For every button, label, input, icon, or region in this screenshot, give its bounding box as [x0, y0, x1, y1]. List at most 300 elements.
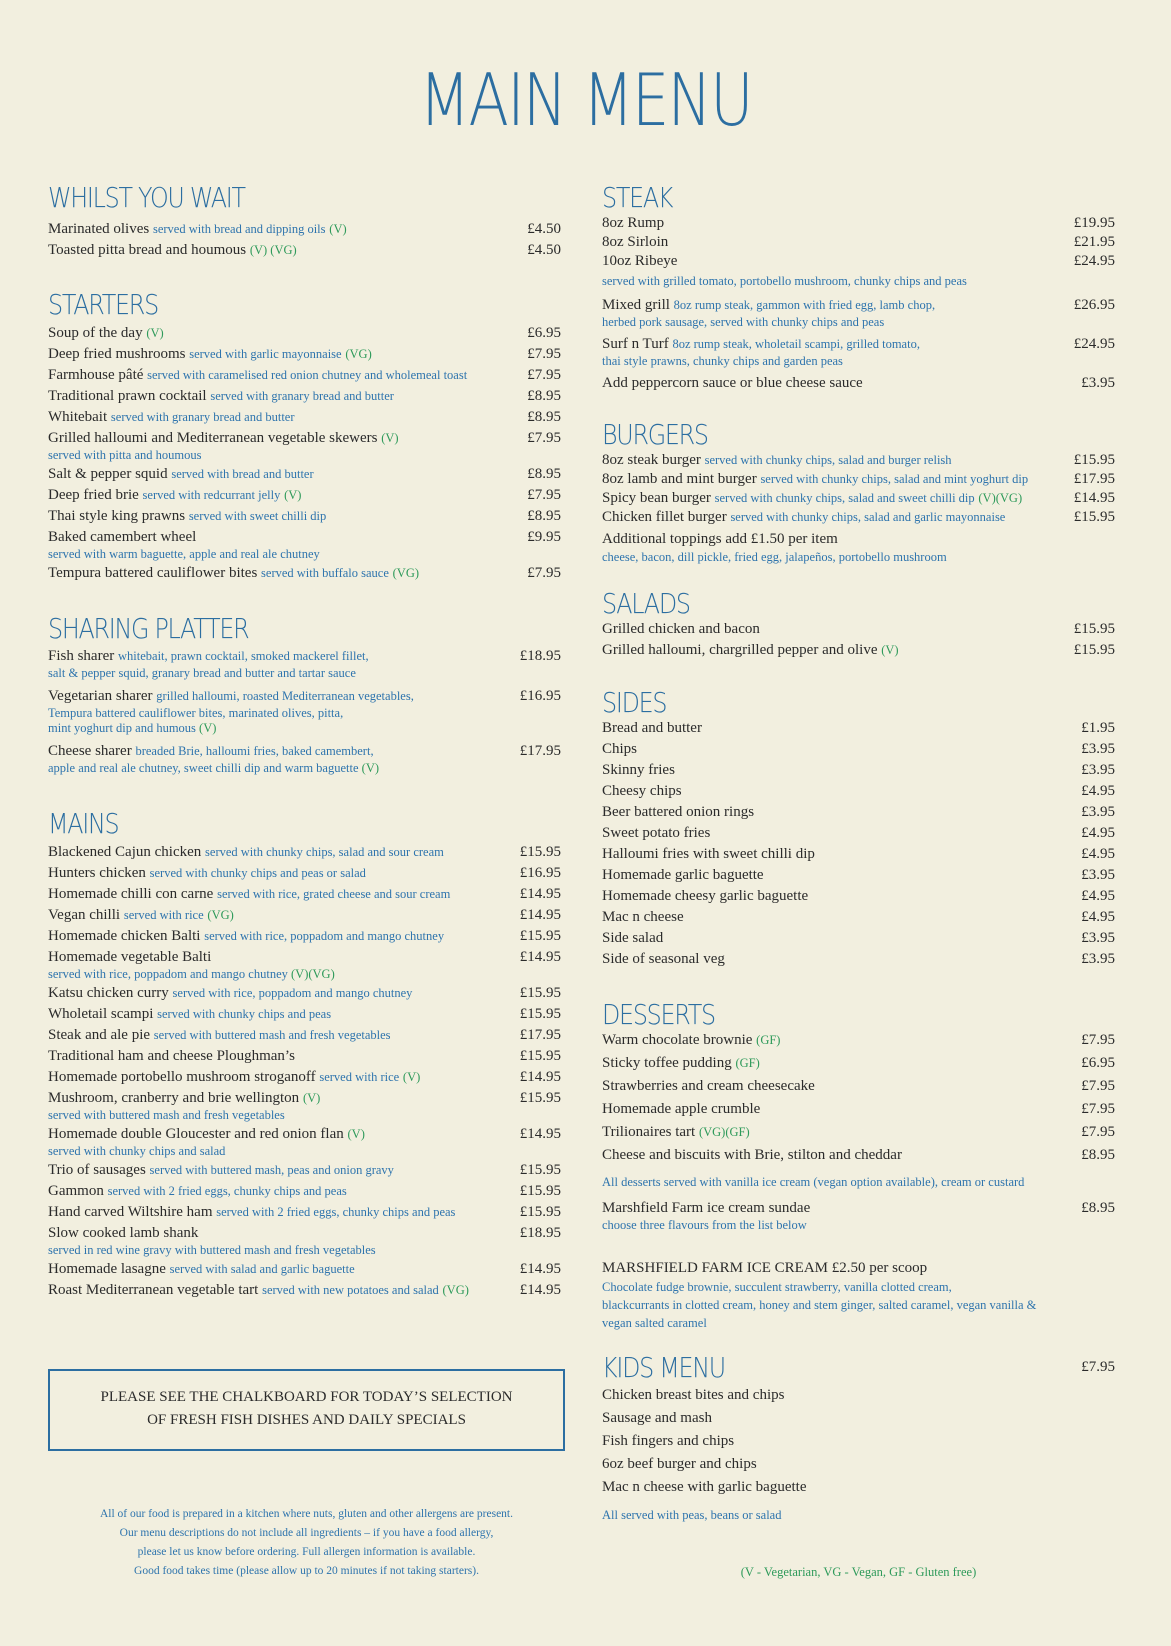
menu-item [48, 324, 561, 343]
allergen-line-2: Our menu descriptions do not include all ingredients – if you have a food allergy, [119, 1527, 494, 1539]
item-price: £7.95 [527, 430, 561, 446]
burger-toppings-list: cheese, bacon, dill pickle, fried egg, jalapeños, portobello mushroom [602, 550, 947, 564]
item-name: Grilled halloumi, chargrilled pepper and olive [602, 642, 878, 658]
item-price: £14.95 [519, 907, 561, 923]
item-name: Roast Mediterranean vegetable tart [48, 1282, 259, 1298]
item-name: Mushroom, cranberry and brie wellington [48, 1090, 300, 1106]
diet-badge: (V) [402, 1070, 421, 1084]
item-name: Salt & pepper squid [48, 466, 168, 482]
icecream-title: MARSHFIELD FARM ICE CREAM £2.50 per scoop [602, 1260, 928, 1276]
item-name: Skinny fries [602, 762, 675, 778]
section-title-desserts: DESSERTS [602, 998, 715, 1031]
chalkboard-notice [48, 1369, 565, 1451]
item-price: £14.95 [519, 1126, 561, 1142]
section-title-kids: KIDS MENU [602, 1351, 725, 1384]
item-price: £6.95 [1081, 1055, 1115, 1071]
item-price: £17.95 [1073, 471, 1115, 487]
item-price: £24.95 [1073, 336, 1115, 352]
kids-item: Mac n cheese with garlic baguette [602, 1479, 807, 1495]
section-title-starters: STARTERS [48, 288, 158, 321]
diet-badge: (VG) [207, 908, 234, 922]
item-description: served with chunky chips and peas or salad [149, 866, 366, 880]
menu-item [48, 429, 561, 463]
diet-badge: (VG) [345, 347, 372, 361]
menu-item [48, 1125, 561, 1159]
item-price: £15.95 [519, 1183, 561, 1199]
menu-item [48, 906, 561, 925]
menu-item [602, 1077, 1115, 1096]
item-name: Cheese sharer [48, 743, 132, 759]
item-name: Toasted pitta bread and houmous [48, 242, 247, 258]
item-name: Thai style king prawns [48, 508, 186, 524]
item-name: Fish sharer [48, 648, 115, 664]
item-description: served with rice, poppadom and mango chutney [172, 986, 413, 1000]
item-name: Bread and butter [602, 720, 702, 736]
item-price: £7.95 [527, 367, 561, 383]
item-name: Traditional prawn cocktail [48, 388, 207, 404]
item-name: Deep fried mushrooms [48, 346, 186, 362]
steak-cuts-note: served with grilled tomato, portobello mushroom, chunky chips and peas [602, 274, 967, 288]
item-name: 8oz Sirloin [602, 234, 669, 250]
item-price: £3.95 [1081, 375, 1115, 391]
menu-item [602, 1100, 1115, 1119]
diet-badge: (V)(VG) [291, 967, 335, 981]
item-description: served with rice [123, 908, 204, 922]
menu-item [602, 929, 1115, 948]
menu-item [48, 1161, 561, 1180]
sides-list [602, 719, 1115, 969]
item-sub-text: served with warm baguette, apple and real ale chutney [48, 547, 320, 561]
item-price: £15.95 [519, 1048, 561, 1064]
right-column [602, 182, 1115, 1523]
item-sub-text: served with rice, poppadom and mango chutney [48, 967, 288, 981]
item-description: served with chunky chips, salad and garlic mayonnaise [730, 510, 1006, 524]
section-title-mains: MAINS [48, 807, 119, 840]
menu-item [48, 1281, 561, 1300]
item-price: £15.95 [1073, 509, 1115, 525]
menu-item [48, 465, 561, 484]
item-subdescription [48, 761, 505, 776]
section-title-whilst: WHILST YOU WAIT [48, 181, 245, 214]
item-name: Beer battered onion rings [602, 804, 755, 820]
item-price: £3.95 [1081, 804, 1115, 820]
icecream-line-3: vegan salted caramel [602, 1316, 707, 1330]
item-price: £8.95 [527, 388, 561, 404]
item-price: £7.95 [527, 565, 561, 581]
item-price: £21.95 [1073, 234, 1115, 250]
item-name: Homemade chilli con carne [48, 886, 214, 902]
diet-badge: (VG)(GF) [698, 1125, 750, 1139]
item-price: £4.50 [527, 242, 561, 258]
menu-item [48, 1089, 561, 1123]
steak-list [602, 296, 1115, 393]
menu-item [48, 241, 561, 260]
item-description: served with buttered mash and fresh vegetables [153, 1028, 391, 1042]
item-name: Hunters chicken [48, 865, 146, 881]
item-sub-text: herbed pork sausage, served with chunky chips and peas [602, 315, 885, 329]
sundae-price: £8.95 [1081, 1200, 1115, 1216]
menu-item [48, 1182, 561, 1201]
item-description: served with rice, grated cheese and sour cream [217, 887, 451, 901]
starters-list [48, 324, 561, 583]
item-price: £24.95 [1073, 253, 1115, 269]
item-price: £7.95 [1081, 1032, 1115, 1048]
item-subdescription [48, 1243, 505, 1258]
item-price: £16.95 [519, 688, 561, 704]
item-name: 8oz Rump [602, 215, 665, 231]
item-price: £4.95 [1081, 846, 1115, 862]
sundae-sub: choose three flavours from the list below [602, 1218, 807, 1232]
sundae-name: Marshfield Farm ice cream sundae [602, 1200, 811, 1216]
kids-item: Sausage and mash [602, 1410, 712, 1426]
item-name: Cheesy chips [602, 783, 682, 799]
menu-item [48, 345, 561, 364]
item-description: served with bread and butter [171, 467, 314, 481]
menu-item [602, 214, 1115, 233]
item-sub-text: thai style prawns, chunky chips and garden peas [602, 354, 843, 368]
icecream-line-1: Chocolate fudge brownie, succulent strawberry, vanilla clotted cream, [602, 1280, 952, 1294]
item-description: served with chunky chips and peas [157, 1007, 332, 1021]
desserts-note: All desserts served with vanilla ice cream (vegan option available), cream or custard [602, 1175, 1025, 1189]
item-price: £4.95 [1081, 783, 1115, 799]
menu-item [602, 719, 1115, 738]
item-subdescription [48, 666, 505, 681]
item-description: 8oz rump steak, gammon with fried egg, lamb chop, [673, 298, 936, 312]
menu-item [602, 470, 1115, 489]
item-price: £14.95 [519, 886, 561, 902]
diet-badge: (V) [302, 1091, 321, 1105]
item-name: Strawberries and cream cheesecake [602, 1078, 815, 1094]
section-title-steak: STEAK [602, 181, 673, 214]
kids-item: Fish fingers and chips [602, 1433, 735, 1449]
item-price: £7.95 [527, 346, 561, 362]
menu-item [48, 687, 561, 736]
item-sub-text: salt & pepper squid, granary bread and butter and tartar sauce [48, 666, 356, 680]
item-description: served with sweet chilli dip [188, 509, 327, 523]
diet-badge: (V) [881, 643, 899, 657]
sharing-list [48, 647, 561, 776]
menu-item [48, 864, 561, 883]
menu-item [48, 507, 561, 526]
menu-item [48, 366, 561, 385]
item-price: £4.95 [1081, 825, 1115, 841]
item-price: £6.95 [527, 325, 561, 341]
item-description: whitebait, prawn cocktail, smoked mackerel fillet, [118, 649, 369, 663]
item-name: Trilionaires tart [602, 1124, 696, 1140]
item-subdescription [48, 1144, 505, 1159]
item-price: £15.95 [1073, 642, 1115, 658]
item-name: Chips [602, 741, 638, 757]
diet-badge: (V) [361, 761, 380, 775]
item-name: Gammon [48, 1183, 104, 1199]
menu-item [48, 742, 561, 776]
item-name: Homemade double Gloucester and red onion flan [48, 1126, 344, 1142]
item-name: Grilled chicken and bacon [602, 621, 760, 637]
diet-badge: (V) [146, 326, 164, 340]
menu-item [48, 1068, 561, 1087]
item-description: served with redcurrant jelly [142, 488, 281, 502]
chalkboard-line-1: PLEASE SEE THE CHALKBOARD FOR TODAY’S SELECTION [100, 1389, 513, 1405]
item-sub-text: mint yoghurt dip and humous [48, 721, 196, 735]
item-name: Warm chocolate brownie [602, 1032, 753, 1048]
item-description: 8oz rump steak, wholetail scampi, grilled tomato, [672, 337, 920, 351]
item-name: Surf n Turf [602, 336, 669, 352]
item-price: £7.95 [1081, 1101, 1115, 1117]
item-name: Side salad [602, 930, 664, 946]
item-name: Homemade garlic baguette [602, 867, 764, 883]
allergen-notice [48, 1505, 565, 1581]
kids-item: Chicken breast bites and chips [602, 1387, 785, 1403]
menu-item [48, 927, 561, 946]
diet-badge: (VG) [392, 566, 420, 580]
item-name: Vegan chilli [48, 907, 121, 923]
item-description: served with 2 fried eggs, chunky chips and peas [107, 1184, 347, 1198]
menu-item [602, 233, 1115, 252]
item-subdescription [48, 448, 505, 463]
mains-list [48, 843, 561, 1300]
menu-item [48, 843, 561, 862]
menu-item [602, 866, 1115, 885]
menu-item [602, 1054, 1115, 1073]
item-price: £17.95 [519, 743, 561, 759]
item-name: Add peppercorn sauce or blue cheese sauce [602, 375, 863, 391]
menu-item [48, 528, 561, 562]
item-name: Homemade lasagne [48, 1261, 166, 1277]
desserts-list [602, 1031, 1115, 1165]
menu-item [602, 908, 1115, 927]
menu-item [602, 296, 1115, 330]
menu-item [602, 845, 1115, 864]
item-name: Hand carved Wiltshire ham [48, 1204, 213, 1220]
chalkboard-line-2: OF FRESH FISH DISHES AND DAILY SPECIALS [147, 1412, 466, 1428]
menu-item [602, 252, 1115, 271]
item-description: served with caramelised red onion chutney and wholemeal toast [147, 368, 468, 382]
item-name: Grilled halloumi and Mediterranean vegetable skewers [48, 430, 378, 446]
diet-badge: (V) [284, 488, 302, 502]
item-price: £3.95 [1081, 762, 1115, 778]
item-name: Marinated olives [48, 221, 150, 237]
section-title-sharing: SHARING PLATTER [48, 612, 249, 645]
left-column [48, 182, 561, 1302]
item-name: Vegetarian sharer [48, 688, 153, 704]
item-description: grilled halloumi, roasted Mediterranean vegetables, [156, 689, 414, 703]
item-name: Whitebait [48, 409, 108, 425]
menu-item [48, 1224, 561, 1258]
menu-item [48, 1203, 561, 1222]
burger-toppings: Additional toppings add £1.50 per item [602, 531, 838, 547]
item-description: served with granary bread and butter [110, 410, 295, 424]
item-name: 8oz lamb and mint burger [602, 471, 757, 487]
diet-badge: (VG) [442, 1283, 469, 1297]
menu-item [48, 486, 561, 505]
item-name: 8oz steak burger [602, 452, 701, 468]
item-price: £7.95 [1081, 1078, 1115, 1094]
item-price: £17.95 [519, 1027, 561, 1043]
menu-item [602, 335, 1115, 369]
item-price: £3.95 [1081, 951, 1115, 967]
item-description: served with new potatoes and salad [262, 1283, 439, 1297]
item-subdescription [602, 315, 1059, 330]
item-name: Mixed grill [602, 297, 670, 313]
item-name: 10oz Ribeye [602, 253, 678, 269]
item-price: £16.95 [519, 865, 561, 881]
item-sub-text: apple and real ale chutney, sweet chilli dip and warm baguette [48, 761, 359, 775]
item-price: £15.95 [519, 1162, 561, 1178]
menu-title: MAIN MENU [419, 58, 752, 142]
item-price: £14.95 [519, 1069, 561, 1085]
menu-item [602, 950, 1115, 969]
item-description: served with bread and dipping oils [152, 222, 326, 236]
item-price: £8.95 [527, 409, 561, 425]
menu-item [48, 885, 561, 904]
item-description: served with garlic mayonnaise [189, 347, 342, 361]
item-name: Tempura battered cauliflower bites [48, 565, 258, 581]
item-name: Side of seasonal veg [602, 951, 725, 967]
item-name: Homemade chicken Balti [48, 928, 201, 944]
item-name: Homemade portobello mushroom stroganoff [48, 1069, 316, 1085]
item-price: £15.95 [519, 985, 561, 1001]
item-name: Blackened Cajun chicken [48, 844, 202, 860]
menu-item [602, 489, 1115, 508]
menu-item [602, 1146, 1115, 1165]
diet-badge: (V) (VG) [249, 243, 297, 257]
diet-badge: (V) [199, 721, 217, 735]
item-price: £8.95 [1081, 1147, 1115, 1163]
item-price: £14.95 [519, 1282, 561, 1298]
diet-badge: (V) [381, 431, 399, 445]
item-description: served with rice, poppadom and mango chutney [204, 929, 445, 943]
item-name: Sticky toffee pudding [602, 1055, 732, 1071]
sundae-row [602, 1199, 1115, 1233]
item-name: Chicken fillet burger [602, 509, 727, 525]
menu-item [602, 1031, 1115, 1050]
item-price: £9.95 [527, 529, 561, 545]
item-description: served with buffalo sauce [261, 566, 389, 580]
menu-item [602, 451, 1115, 470]
menu-item [48, 408, 561, 427]
item-price: £14.95 [519, 1261, 561, 1277]
item-sub-text: served in red wine gravy with buttered mash and fresh vegetables [48, 1243, 376, 1257]
item-description: served with chunky chips, salad and mint yoghurt dip [760, 472, 1029, 486]
item-name: Soup of the day [48, 325, 143, 341]
item-description: served with buttered mash, peas and onion gravy [149, 1163, 394, 1177]
item-price: £14.95 [519, 949, 561, 965]
item-price: £18.95 [519, 648, 561, 664]
item-sub-text: served with pitta and houmous [48, 448, 202, 462]
menu-item [602, 620, 1115, 639]
item-description: served with salad and garlic baguette [169, 1262, 355, 1276]
kids-item: 6oz beef burger and chips [602, 1456, 757, 1472]
item-subdescription [48, 1108, 505, 1123]
item-subdescription [48, 721, 505, 736]
menu-item [602, 740, 1115, 759]
steak-cuts [602, 214, 1115, 271]
item-sub-text: Tempura battered cauliflower bites, marinated olives, pitta, [48, 706, 344, 720]
kids-header [602, 1352, 1115, 1384]
menu-item [602, 641, 1115, 660]
menu-item [48, 220, 561, 239]
allergen-line-1: All of our food is prepared in a kitchen where nuts, gluten and other allergens are present. [99, 1508, 513, 1520]
item-name: Baked camembert wheel [48, 529, 197, 545]
item-subdescription [48, 967, 505, 982]
item-name: Traditional ham and cheese Ploughman’s [48, 1048, 295, 1064]
item-price: £14.95 [1073, 490, 1115, 506]
diet-badge: (V) [347, 1127, 365, 1141]
item-price: £15.95 [519, 1006, 561, 1022]
item-price: £15.95 [1073, 621, 1115, 637]
menu-item [602, 761, 1115, 780]
section-title-salads: SALADS [602, 587, 690, 620]
diet-key: (V - Vegetarian, VG - Vegan, GF - Gluten free) [740, 1565, 977, 1579]
kids-list [602, 1384, 1115, 1499]
menu-item [602, 803, 1115, 822]
item-name: Spicy bean burger [602, 490, 711, 506]
item-description: served with chunky chips, salad and sour cream [205, 845, 444, 859]
menu-item [602, 508, 1115, 527]
item-price: £3.95 [1081, 930, 1115, 946]
section-title-burgers: BURGERS [602, 418, 708, 451]
item-name: Trio of sausages [48, 1162, 146, 1178]
menu-item [48, 948, 561, 982]
item-name: Mac n cheese [602, 909, 684, 925]
item-name: Sweet potato fries [602, 825, 711, 841]
item-price: £18.95 [519, 1225, 561, 1241]
item-sub-text: served with buttered mash and fresh vegetables [48, 1108, 285, 1122]
item-price: £4.95 [1081, 888, 1115, 904]
diet-badge: (V)(VG) [978, 491, 1023, 505]
menu-item [48, 1260, 561, 1279]
menu-item [48, 984, 561, 1003]
item-price: £8.95 [527, 466, 561, 482]
item-subdescription [48, 547, 505, 562]
menu-item [48, 647, 561, 681]
item-description: breaded Brie, halloumi fries, baked camembert, [135, 744, 374, 758]
allergen-line-4: Good food takes time (please allow up to 20 minutes if not taking starters). [134, 1565, 479, 1577]
item-name: Katsu chicken curry [48, 985, 169, 1001]
item-price: £7.95 [1081, 1124, 1115, 1140]
item-description: served with granary bread and butter [210, 389, 394, 403]
item-price: £4.50 [527, 221, 561, 237]
item-subdescription [48, 706, 505, 721]
menu-item [602, 887, 1115, 906]
whilst-list [48, 220, 561, 260]
item-price: £7.95 [527, 487, 561, 503]
item-price: £15.95 [1073, 452, 1115, 468]
item-price: £8.95 [527, 508, 561, 524]
item-name: Farmhouse pâté [48, 367, 144, 383]
item-description: served with chunky chips, salad and burger relish [704, 453, 952, 467]
item-name: Cheese and biscuits with Brie, stilton and cheddar [602, 1147, 902, 1163]
diet-badge: (V) [329, 222, 347, 236]
item-name: Steak and ale pie [48, 1027, 151, 1043]
item-description: served with rice [319, 1070, 400, 1084]
salads-list [602, 620, 1115, 660]
item-description: served with chunky chips, salad and sweet chilli dip [714, 491, 975, 505]
menu-item [602, 1123, 1115, 1142]
menu-item [602, 782, 1115, 801]
item-price: £15.95 [519, 1204, 561, 1220]
menu-item [48, 1047, 561, 1066]
item-price: £1.95 [1081, 720, 1115, 736]
section-title-sides: SIDES [602, 686, 667, 719]
item-name: Slow cooked lamb shank [48, 1225, 199, 1241]
item-name: Homemade vegetable Balti [48, 949, 212, 965]
menu-item [48, 1026, 561, 1045]
item-name: Homemade apple crumble [602, 1101, 761, 1117]
item-name: Deep fried brie [48, 487, 139, 503]
menu-item [48, 1005, 561, 1024]
item-price: £19.95 [1073, 215, 1115, 231]
